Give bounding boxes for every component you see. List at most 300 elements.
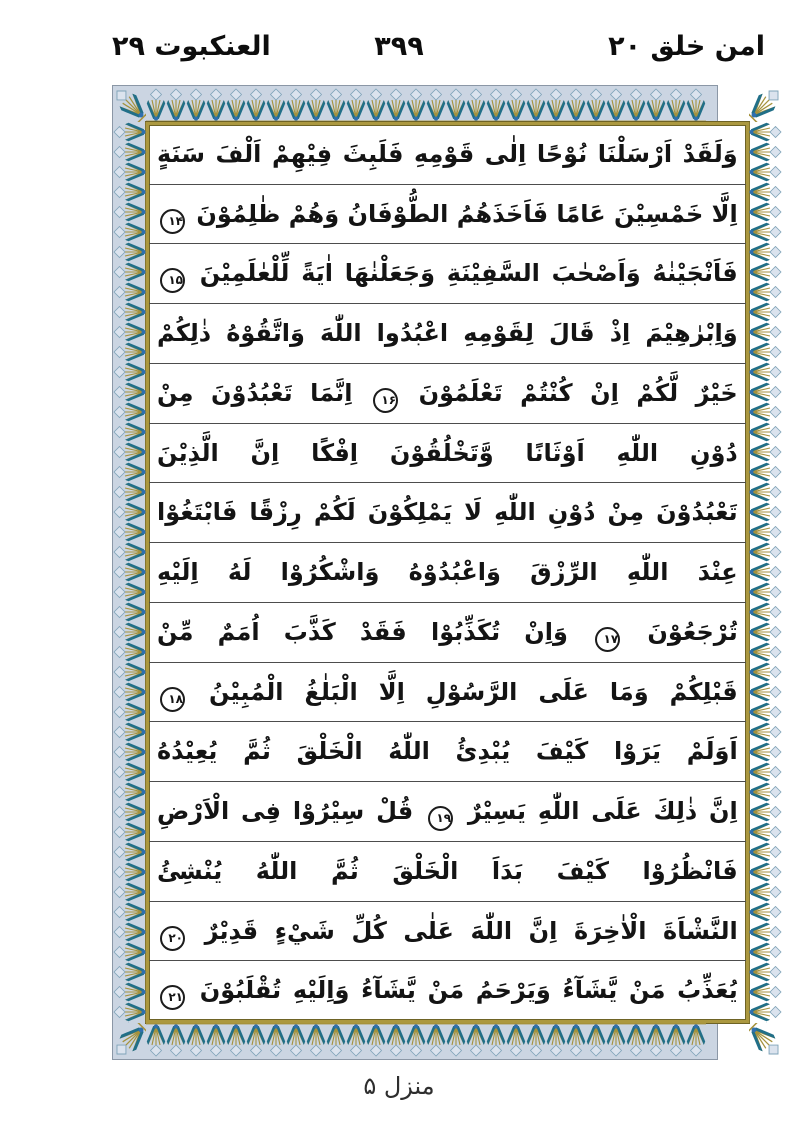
border-motif-tile xyxy=(113,282,146,302)
border-motif-icon xyxy=(113,762,146,782)
ayah-text-segment: اِلَّا خَمْسِيْنَ عَامًا فَاَخَذَهُمُ الطُّوْفَانُ وَهُمْ ظٰلِمُوْنَ xyxy=(196,199,738,228)
border-motif-tile xyxy=(486,88,506,122)
border-motif-icon xyxy=(386,88,406,122)
border-motif-tile xyxy=(506,88,526,122)
quran-line xyxy=(149,603,746,663)
border-motif-icon xyxy=(626,1023,646,1057)
border-motif-icon xyxy=(326,1023,346,1057)
border-motif-tile xyxy=(113,142,146,162)
border-motif-tile xyxy=(749,982,782,1002)
border-motif-icon xyxy=(113,522,146,542)
border-motif-tile xyxy=(113,842,146,862)
border-motif-tile xyxy=(749,182,782,202)
border-motif-tile xyxy=(749,762,782,782)
border-motif-icon xyxy=(749,662,782,682)
border-motif-icon xyxy=(749,302,782,322)
border-motif-tile xyxy=(146,88,166,122)
border-motif-tile xyxy=(113,642,146,662)
border-motif-icon xyxy=(113,302,146,322)
border-motif-icon xyxy=(749,902,782,922)
border-motif-tile xyxy=(113,342,146,362)
border-motif-tile xyxy=(186,1023,206,1057)
border-motif-icon xyxy=(113,702,146,722)
border-motif-tile xyxy=(346,1023,366,1057)
border-motif-tile xyxy=(113,122,146,142)
border-motif-tile xyxy=(749,542,782,562)
border-motif-icon xyxy=(306,88,326,122)
ayah-text-segment: تَعْبُدُوْنَ مِنْ دُوْنِ اللّٰهِ لَا يَمْلِكُوْنَ لَكُمْ رِزْقًا فَابْتَغُوْا xyxy=(157,498,738,527)
border-motif-tile xyxy=(113,762,146,782)
border-motif-icon xyxy=(506,1023,526,1057)
border-motif-icon xyxy=(113,86,146,122)
border-motif-icon xyxy=(186,1023,206,1057)
border-motif-icon xyxy=(749,502,782,522)
quran-line xyxy=(149,185,746,245)
border-motif-icon xyxy=(749,182,782,202)
border-motif-icon xyxy=(113,802,146,822)
border-motif-icon xyxy=(206,88,226,122)
decorative-border-frame xyxy=(112,85,738,1060)
border-motif-icon xyxy=(749,982,782,1002)
border-motif-tile xyxy=(749,622,782,642)
border-motif-icon xyxy=(146,88,166,122)
border-motif-icon xyxy=(749,522,782,542)
border-motif-tile xyxy=(686,1023,706,1057)
border-motif-icon xyxy=(749,222,782,242)
border-motif-icon xyxy=(646,88,666,122)
border-motif-tile xyxy=(206,1023,226,1057)
border-motif-icon xyxy=(446,1023,466,1057)
border-motif-icon xyxy=(749,922,782,942)
border-motif-icon xyxy=(686,88,706,122)
quran-line xyxy=(149,842,746,902)
border-motif-tile xyxy=(646,88,666,122)
border-motif-tile xyxy=(749,902,782,922)
border-motif-icon xyxy=(749,382,782,402)
quran-line xyxy=(149,483,746,543)
ayah-text-segment: فَاَنْجَيْنٰهُ وَاَصْحٰبَ السَّفِيْنَةِ وَجَعَلْنٰهَا اٰيَةً لِّلْعٰلَمِيْنَ xyxy=(199,259,738,288)
border-motif-icon xyxy=(566,88,586,122)
border-motif-icon xyxy=(466,88,486,122)
border-motif-tile xyxy=(113,822,146,842)
border-motif-tile xyxy=(749,422,782,442)
border-motif-icon xyxy=(113,342,146,362)
border-strip-top xyxy=(146,86,749,122)
border-strip-right xyxy=(749,122,782,1023)
border-motif-tile xyxy=(749,242,782,262)
ayah-text-segment: وَاِبْرٰهِيْمَ اِذْ قَالَ لِقَوْمِهِ اعْبُدُوا اللّٰهَ وَاتَّقُوْهُ ذٰلِكُمْ xyxy=(157,319,738,348)
border-motif-tile xyxy=(749,742,782,762)
border-motif-icon xyxy=(113,622,146,642)
border-motif-tile xyxy=(113,862,146,882)
border-motif-icon xyxy=(749,342,782,362)
ayah-number-badge: ۲۱ xyxy=(160,985,185,1010)
border-motif-tile xyxy=(506,1023,526,1057)
border-motif-icon xyxy=(306,1023,326,1057)
border-motif-tile xyxy=(386,88,406,122)
quran-line xyxy=(149,663,746,723)
border-motif-icon xyxy=(113,942,146,962)
border-motif-tile xyxy=(749,402,782,422)
page-header xyxy=(0,18,798,76)
ayah-text-segment: اِنَّ ذٰلِكَ عَلَى اللّٰهِ يَسِيْرٌ xyxy=(467,797,738,826)
border-motif-tile xyxy=(686,88,706,122)
border-motif-icon xyxy=(626,88,646,122)
border-motif-icon xyxy=(426,88,446,122)
border-motif-icon xyxy=(666,88,686,122)
border-motif-tile xyxy=(226,1023,246,1057)
border-motif-tile xyxy=(113,302,146,322)
border-motif-tile xyxy=(749,942,782,962)
border-motif-icon xyxy=(113,602,146,622)
border-motif-icon xyxy=(113,162,146,182)
ayah-text-segment: اَوَلَمْ يَرَوْا كَيْفَ يُبْدِئُ اللّٰهُ الْخَلْقَ ثُمَّ يُعِيْدُهُ xyxy=(157,737,738,766)
border-motif-icon xyxy=(749,602,782,622)
border-motif-icon xyxy=(586,88,606,122)
border-motif-icon xyxy=(113,142,146,162)
border-motif-icon xyxy=(749,462,782,482)
border-motif-icon xyxy=(113,1022,146,1023)
border-motif-icon xyxy=(749,742,782,762)
border-motif-tile xyxy=(113,742,146,762)
border-motif-icon xyxy=(486,88,506,122)
border-motif-icon xyxy=(206,1023,226,1057)
border-motif-tile xyxy=(113,782,146,802)
border-motif-icon xyxy=(749,582,782,602)
border-motif-tile xyxy=(749,802,782,822)
border-motif-icon xyxy=(346,1023,366,1057)
border-motif-tile xyxy=(749,582,782,602)
border-motif-icon xyxy=(186,88,206,122)
surah-label: العنكبوت ۲۹ xyxy=(112,31,271,62)
border-motif-tile xyxy=(546,88,566,122)
ayah-number-badge: ۲۰ xyxy=(160,926,185,951)
border-strip-bottom xyxy=(146,1023,749,1059)
border-motif-icon xyxy=(749,362,782,382)
border-motif-tile xyxy=(166,88,186,122)
border-motif-icon xyxy=(113,722,146,742)
border-motif-icon xyxy=(466,1023,486,1057)
ayah-text-segment: النَّشْاَةَ الْاٰخِرَةَ اِنَّ اللّٰهَ عَلٰى كُلِّ شَيْءٍ قَدِيْرٌ xyxy=(204,916,738,945)
border-motif-icon xyxy=(546,88,566,122)
ayah-text-segment: دُوْنِ اللّٰهِ اَوْثَانًا وَّتَخْلُقُوْنَ اِفْكًا اِنَّ الَّذِيْنَ xyxy=(157,438,738,467)
border-motif-tile xyxy=(113,942,146,962)
border-motif-tile xyxy=(749,522,782,542)
ayah-number-badge: ۱۵ xyxy=(160,268,185,293)
border-motif-tile xyxy=(526,1023,546,1057)
ayah-text-segment: قَبْلِكُمْ وَمَا عَلَى الرَّسُوْلِ اِلَّا الْبَلٰغُ الْمُبِيْنُ xyxy=(208,677,738,706)
border-motif-icon xyxy=(113,742,146,762)
border-motif-icon xyxy=(749,722,782,742)
ayah-number-badge: ۱۷ xyxy=(595,627,620,652)
border-motif-tile xyxy=(306,88,326,122)
border-motif-icon xyxy=(366,88,386,122)
border-motif-tile xyxy=(749,442,782,462)
border-motif-icon xyxy=(286,88,306,122)
border-motif-icon xyxy=(749,962,782,982)
border-motif-icon xyxy=(749,162,782,182)
border-motif-icon xyxy=(749,702,782,722)
border-motif-tile xyxy=(749,342,782,362)
border-motif-tile xyxy=(749,922,782,942)
border-motif-tile xyxy=(113,682,146,702)
border-motif-icon xyxy=(749,682,782,702)
ayah-text-segment: قُلْ سِيْرُوْا فِى الْاَرْضِ xyxy=(157,797,414,826)
border-motif-tile xyxy=(146,1023,166,1057)
border-motif-tile xyxy=(246,88,266,122)
border-motif-tile xyxy=(446,88,466,122)
border-motif-tile xyxy=(749,822,782,842)
border-motif-icon xyxy=(749,262,782,282)
border-motif-tile xyxy=(626,88,646,122)
quran-line xyxy=(149,543,746,603)
quran-line xyxy=(149,961,746,1020)
border-motif-icon xyxy=(246,1023,266,1057)
quran-line xyxy=(149,424,746,484)
border-motif-tile xyxy=(586,1023,606,1057)
border-motif-icon xyxy=(749,822,782,842)
border-motif-icon xyxy=(749,282,782,302)
border-motif-tile xyxy=(346,88,366,122)
border-motif-tile xyxy=(206,88,226,122)
border-motif-icon xyxy=(749,322,782,342)
ayah-number-badge: ۱۸ xyxy=(160,687,185,712)
quran-line xyxy=(149,125,746,185)
border-motif-tile xyxy=(113,922,146,942)
border-motif-tile xyxy=(749,482,782,502)
border-motif-icon xyxy=(113,442,146,462)
border-motif-icon xyxy=(749,842,782,862)
border-motif-icon xyxy=(606,88,626,122)
border-motif-icon xyxy=(113,502,146,522)
border-motif-tile xyxy=(286,88,306,122)
border-motif-tile xyxy=(406,88,426,122)
border-motif-icon xyxy=(749,782,782,802)
border-motif-icon xyxy=(113,422,146,442)
border-motif-tile xyxy=(486,1023,506,1057)
border-motif-tile xyxy=(113,1002,146,1022)
border-motif-icon xyxy=(366,1023,386,1057)
border-motif-tile xyxy=(666,1023,686,1057)
border-motif-tile xyxy=(113,182,146,202)
border-motif-icon xyxy=(113,1002,146,1022)
border-motif-tile xyxy=(749,202,782,222)
border-motif-tile xyxy=(749,262,782,282)
border-motif-tile xyxy=(749,562,782,582)
ayah-text-segment: اِنَّمَا تَعْبُدُوْنَ مِنْ xyxy=(157,378,353,407)
border-motif-tile xyxy=(113,602,146,622)
border-motif-tile xyxy=(749,1002,782,1022)
border-motif-icon xyxy=(166,1023,186,1057)
border-motif-tile xyxy=(306,1023,326,1057)
border-motif-tile xyxy=(749,322,782,342)
border-motif-tile xyxy=(113,982,146,1002)
border-motif-icon xyxy=(146,1023,166,1057)
border-motif-tile xyxy=(113,482,146,502)
ayah-text-segment: يُعَذِّبُ مَنْ يَّشَآءُ وَيَرْحَمُ مَنْ يَّشَآءُ وَاِلَيْهِ تُقْلَبُوْنَ xyxy=(199,976,738,1005)
border-motif-icon xyxy=(226,1023,246,1057)
border-motif-tile xyxy=(749,462,782,482)
border-motif-icon xyxy=(326,88,346,122)
border-motif-icon xyxy=(113,222,146,242)
border-motif-tile xyxy=(113,662,146,682)
border-motif-tile xyxy=(226,88,246,122)
ayah-text-segment: تُرْجَعُوْنَ xyxy=(647,617,738,646)
border-motif-icon xyxy=(113,842,146,862)
border-motif-tile xyxy=(466,88,486,122)
border-motif-icon xyxy=(113,1023,146,1059)
ayah-text-segment: خَيْرٌ لَّكُمْ اِنْ كُنْتُمْ تَعْلَمُوْنَ xyxy=(418,378,738,407)
border-motif-tile xyxy=(113,162,146,182)
border-motif-tile xyxy=(326,88,346,122)
border-motif-icon xyxy=(113,462,146,482)
quran-line xyxy=(149,244,746,304)
border-motif-tile xyxy=(113,262,146,282)
border-motif-icon xyxy=(586,1023,606,1057)
border-motif-tile xyxy=(749,882,782,902)
border-motif-icon xyxy=(749,482,782,502)
border-motif-icon xyxy=(113,862,146,882)
border-motif-tile xyxy=(366,1023,386,1057)
border-motif-icon xyxy=(113,242,146,262)
border-motif-tile xyxy=(749,282,782,302)
border-motif-icon xyxy=(113,582,146,602)
border-motif-icon xyxy=(749,242,782,262)
border-motif-icon xyxy=(246,88,266,122)
border-motif-tile xyxy=(113,962,146,982)
border-motif-icon xyxy=(113,682,146,702)
border-strip-left xyxy=(113,122,146,1023)
border-motif-tile xyxy=(749,502,782,522)
manzil-label: منزل ۵ xyxy=(363,1072,435,1100)
border-motif-icon xyxy=(666,1023,686,1057)
border-motif-icon xyxy=(113,282,146,302)
border-motif-tile xyxy=(113,902,146,922)
border-motif-icon xyxy=(749,762,782,782)
ayah-number-badge: ۱۶ xyxy=(373,388,398,413)
border-motif-icon xyxy=(749,86,782,122)
border-motif-tile xyxy=(113,622,146,642)
border-motif-icon xyxy=(113,382,146,402)
border-motif-tile xyxy=(113,402,146,422)
border-motif-tile xyxy=(749,962,782,982)
border-motif-icon xyxy=(566,1023,586,1057)
border-motif-icon xyxy=(113,902,146,922)
border-motif-icon xyxy=(749,142,782,162)
border-motif-icon xyxy=(749,422,782,442)
border-motif-icon xyxy=(226,88,246,122)
border-motif-tile xyxy=(566,88,586,122)
border-motif-icon xyxy=(113,982,146,1002)
border-motif-icon xyxy=(749,1023,782,1059)
border-motif-icon xyxy=(749,402,782,422)
border-motif-icon xyxy=(526,1023,546,1057)
border-motif-icon xyxy=(113,962,146,982)
border-motif-tile xyxy=(113,882,146,902)
border-motif-icon xyxy=(506,88,526,122)
border-motif-icon xyxy=(113,262,146,282)
page-number: ۳۹۹ xyxy=(374,31,424,62)
border-motif-icon xyxy=(286,1023,306,1057)
border-motif-tile xyxy=(286,1023,306,1057)
border-motif-icon xyxy=(406,1023,426,1057)
border-motif-icon xyxy=(113,182,146,202)
border-motif-icon xyxy=(749,802,782,822)
border-motif-icon xyxy=(113,662,146,682)
border-motif-icon xyxy=(113,202,146,222)
border-motif-icon xyxy=(749,202,782,222)
border-motif-icon xyxy=(113,882,146,902)
border-corner-motif-icon xyxy=(113,86,146,122)
border-motif-tile xyxy=(406,1023,426,1057)
border-motif-tile xyxy=(749,602,782,622)
border-motif-tile xyxy=(113,562,146,582)
border-motif-icon xyxy=(113,922,146,942)
border-motif-tile xyxy=(326,1023,346,1057)
border-motif-tile xyxy=(113,222,146,242)
border-motif-tile xyxy=(646,1023,666,1057)
border-motif-icon xyxy=(166,88,186,122)
border-motif-tile xyxy=(113,322,146,342)
border-motif-icon xyxy=(546,1023,566,1057)
border-motif-tile xyxy=(113,362,146,382)
border-motif-icon xyxy=(386,1023,406,1057)
border-motif-tile xyxy=(566,1023,586,1057)
border-motif-icon xyxy=(266,1023,286,1057)
border-motif-icon xyxy=(686,1023,706,1057)
border-motif-tile xyxy=(749,722,782,742)
border-motif-icon xyxy=(486,1023,506,1057)
border-motif-tile xyxy=(113,462,146,482)
border-motif-tile xyxy=(113,1022,146,1023)
border-motif-icon xyxy=(113,482,146,502)
border-motif-tile xyxy=(546,1023,566,1057)
quran-line xyxy=(149,782,746,842)
border-motif-tile xyxy=(749,222,782,242)
border-motif-tile xyxy=(166,1023,186,1057)
border-motif-tile xyxy=(186,88,206,122)
border-motif-tile xyxy=(749,702,782,722)
border-motif-tile xyxy=(113,442,146,462)
ayah-number-badge: ۱۴ xyxy=(160,209,185,234)
border-motif-icon xyxy=(426,1023,446,1057)
border-motif-tile xyxy=(749,142,782,162)
border-motif-tile xyxy=(749,862,782,882)
border-motif-tile xyxy=(749,682,782,702)
border-corner-motif-icon xyxy=(113,1023,146,1059)
border-motif-icon xyxy=(749,442,782,462)
quran-line xyxy=(149,364,746,424)
border-motif-tile xyxy=(586,88,606,122)
border-motif-tile xyxy=(113,702,146,722)
border-motif-tile xyxy=(246,1023,266,1057)
border-motif-icon xyxy=(113,822,146,842)
border-motif-icon xyxy=(749,622,782,642)
border-motif-icon xyxy=(749,942,782,962)
border-motif-tile xyxy=(113,542,146,562)
border-motif-tile xyxy=(113,382,146,402)
border-motif-tile xyxy=(266,1023,286,1057)
border-motif-icon xyxy=(749,882,782,902)
border-motif-tile xyxy=(426,88,446,122)
border-motif-tile xyxy=(749,382,782,402)
border-motif-tile xyxy=(749,122,782,142)
border-motif-tile xyxy=(466,1023,486,1057)
border-motif-icon xyxy=(266,88,286,122)
juz-label: امن خلق ۲۰ xyxy=(608,31,765,62)
quran-line xyxy=(149,722,746,782)
border-motif-tile xyxy=(749,302,782,322)
